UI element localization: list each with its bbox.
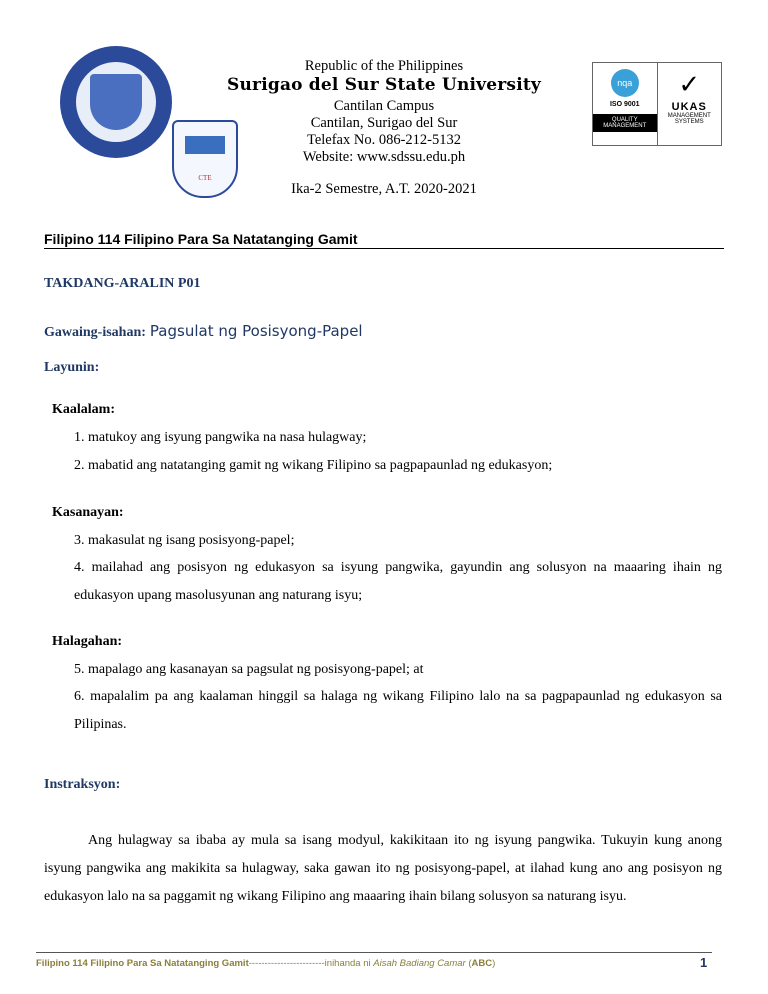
iso-label: ISO 9001 bbox=[609, 101, 640, 108]
list-item: 6. mapalalim pa ang kaalaman hinggil sa halaga ng wikang Filipino lalo na sa pagpapaunlad ng edukasyon sa Pilipinas. bbox=[74, 689, 722, 732]
task-line bbox=[44, 322, 363, 341]
instructions-text: Ang hulagway sa ibaba ay mula sa isang modyul, kakikitaan ito ng isyung pangwika. Tukuyin kung anong isyung pangwika ang makikita sa hulagway, saka gawan ito ng posisyong-papel, at ilahad kung ano ang posisyon ng edukasyon lalo na sa paggamit ng wikang Filipino ang maaaring ihain bilang solusyon sa naturang isyu. bbox=[44, 833, 722, 904]
section-title: Halagahan: bbox=[52, 634, 123, 649]
telefax-text: Telefax No. 086-212-5132 bbox=[306, 132, 461, 148]
assignment-heading: TAKDANG-ARALIN P01 bbox=[44, 276, 201, 291]
nqa-logo: nqa bbox=[611, 69, 639, 97]
footer-text bbox=[36, 958, 495, 969]
task-title: Pagsulat ng Posisyong-Papel bbox=[149, 322, 363, 340]
course-title: Filipino 114 Filipino Para Sa Natatanging Gamit bbox=[44, 231, 358, 247]
address-text: Cantilan, Surigao del Sur bbox=[310, 115, 458, 131]
list-item: 2. mabatid ang natatanging gamit ng wikang Filipino sa pagpapaunlad ng edukasyon; bbox=[74, 458, 553, 473]
university-name: Surigao del Sur State University bbox=[227, 75, 541, 95]
section-title: Kasanayan: bbox=[52, 505, 124, 520]
footer-author: Aisah Badiang Camar bbox=[373, 958, 466, 969]
ukas-label: UKAS bbox=[671, 101, 707, 113]
list-item: 3. makasulat ng isang posisyong-papel; bbox=[74, 533, 295, 548]
list-item: 1. matukoy ang isyung pangwika na nasa hulagway; bbox=[74, 430, 367, 445]
footer-initials: ABC bbox=[471, 958, 493, 969]
title-divider bbox=[44, 248, 724, 249]
footer-dashes: ------------------------ bbox=[248, 958, 325, 969]
objectives-label: Layunin: bbox=[44, 360, 100, 375]
page-number: 1 bbox=[700, 955, 708, 970]
ukas-sub-label: MANAGEMENT SYSTEMS bbox=[667, 113, 711, 125]
quality-label: QUALITY MANAGEMENT bbox=[593, 114, 657, 132]
footer-divider bbox=[36, 952, 712, 953]
footer-course: Filipino 114 Filipino Para Sa Natatanging Gamit bbox=[36, 958, 249, 969]
website-text: Website: www.sdssu.edu.ph bbox=[302, 149, 466, 165]
list-item: 5. mapalago ang kasanayan sa pagsulat ng posisyong-papel; at bbox=[74, 662, 424, 677]
footer-prepared-by: inihanda ni bbox=[324, 958, 374, 969]
footer-paren: ) bbox=[492, 958, 496, 969]
list-item: 4. mailahad ang posisyon ng edukasyon sa isyung pangwika, gayundin ang solusyon na maaaring ihain ng edukasyon upang masolusyunan ang naturang isyu; bbox=[74, 560, 722, 603]
cte-logo-text: CTE bbox=[198, 174, 212, 182]
semester-text: Ika-2 Semestre, A.T. 2020-2021 bbox=[291, 181, 477, 197]
crown-check-icon: ✓ bbox=[678, 69, 701, 99]
section-title: Kaalalam: bbox=[52, 402, 115, 417]
republic-text: Republic of the Philippines bbox=[304, 58, 464, 74]
instructions-label: Instraksyon: bbox=[44, 777, 121, 792]
footer-paren: ( bbox=[465, 958, 472, 969]
task-label: Gawaing-isahan: bbox=[44, 325, 146, 340]
campus-text: Cantilan Campus bbox=[333, 98, 435, 114]
